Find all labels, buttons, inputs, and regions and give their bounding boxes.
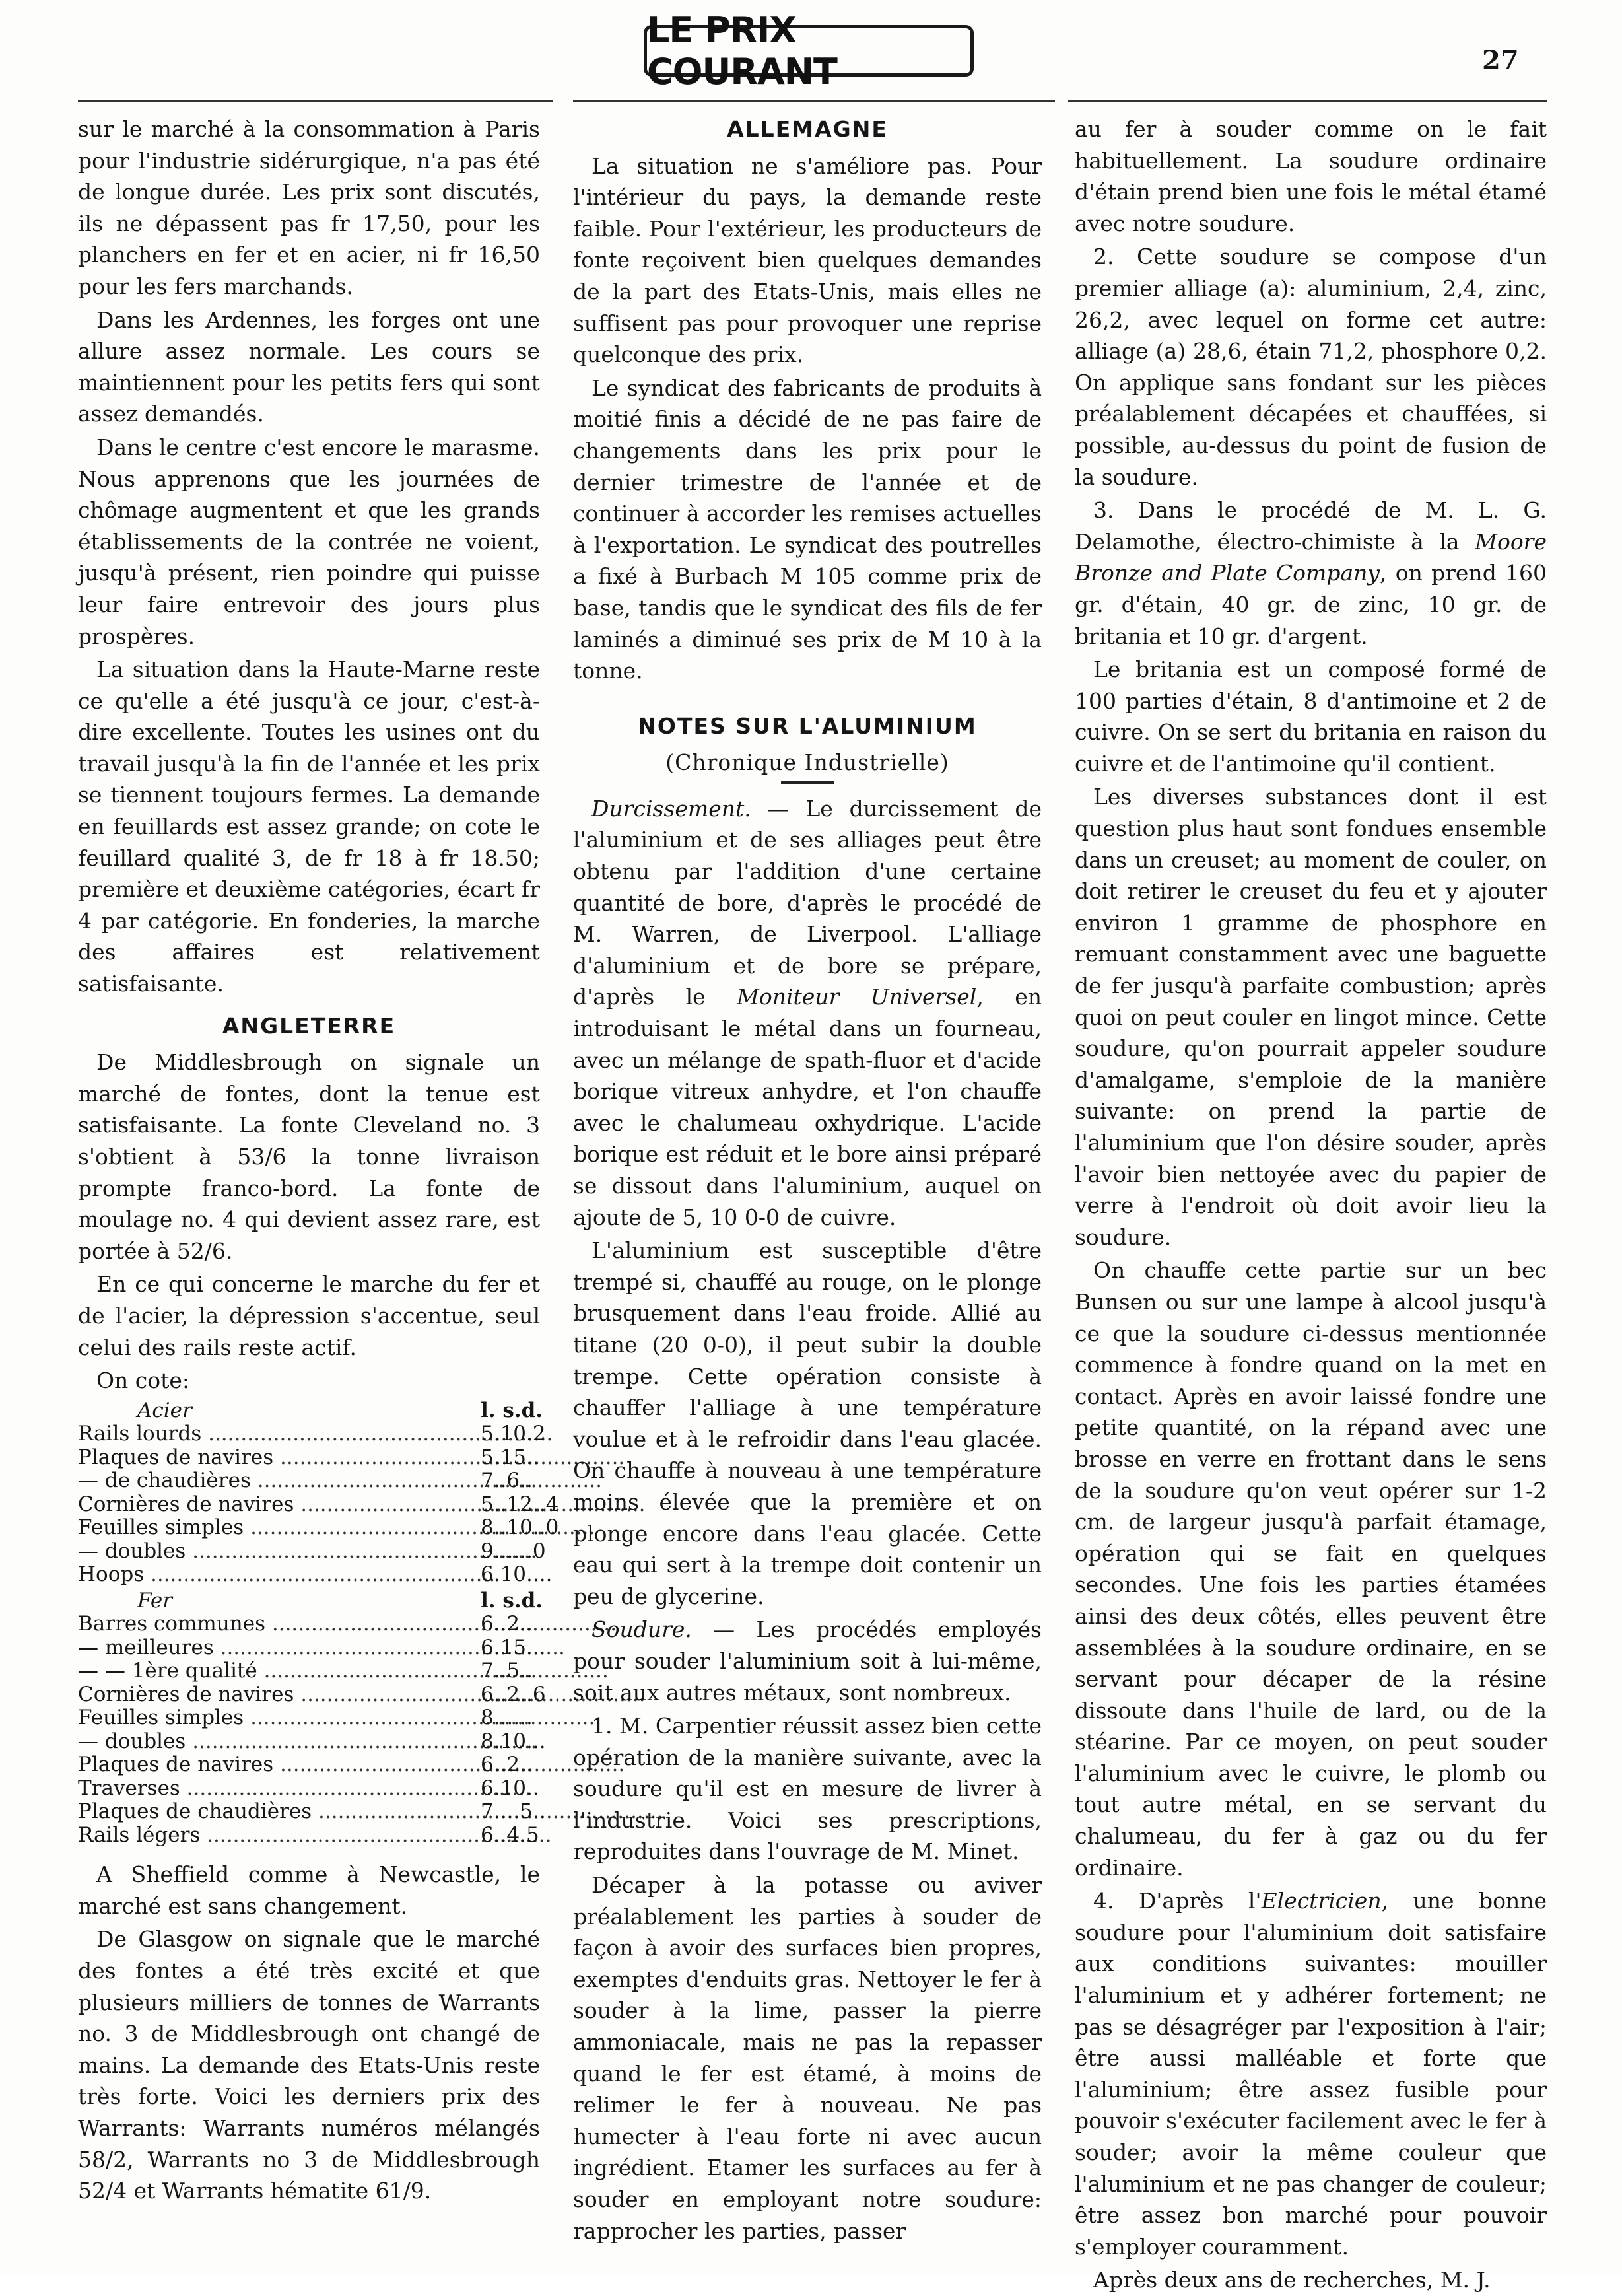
price-value: 6.10....	[481, 1562, 553, 1587]
text-run: , en introduisant le métal dans un fourneau, avec un mélange de spath-fluor et d'acide borique vitreux anhydre, et l'on chauffe avec le chalumeau oxhydrique. L'acide borique est réduit et le bore ainsi préparé se dissout dans l'aluminium, auquel on ajoute de 5, 10 0-0 de cuivre.	[573, 984, 1042, 1230]
col3-paragraph: 2. Cette soudure se compose d'un premier alliage (a): aluminium, 2,4, zinc, 26,2, avec lequel on forme cet autre: alliage (a) 28,6, étain 71,2, phosphore 0,2. On applique sans fondant sur les pièces préalablement décapées et chauffées, si possible, au-dessus du point de fusion de la soudure.	[1075, 244, 1547, 490]
price-label: — — 1ère qualité .....	[78, 1659, 609, 1683]
page-number: 27	[1482, 45, 1519, 76]
text-run: , une bonne soudure pour l'aluminium doit satisfaire aux conditions suivantes: mouiller l'aluminium et y adhérer fortement; ne pas se désagréger par l'exposition à l'air; être aussi malléable et forte que l'aluminium; être assez fusible pour pouvoir s'exécuter facilement avec le fer à souder; avoir la même couleur que l'aluminium et ne pas changer de couleur; être assez bon marché pour pouvoir s'employer couramment.	[1075, 1888, 1547, 2260]
cited-journal: Electricien	[1261, 1888, 1382, 1914]
price-row	[78, 1613, 558, 1636]
col1-paragraph: Dans le centre c'est encore le marasme. Nous apprenons que les journées de chômage augmentent et que les grands établissements de la contrée ne voient, jusqu'à présent, rien poindre qui puisse leur faire entrevoir des jours plus prospères.	[78, 434, 540, 649]
price-row	[78, 1446, 558, 1470]
price-label-cell	[78, 1824, 474, 1848]
price-label: Barres communes .....	[78, 1612, 617, 1636]
section-fer-title: Fer	[137, 1588, 172, 1613]
column-1	[78, 114, 559, 2207]
price-row	[78, 1422, 558, 1446]
price-table	[78, 1397, 558, 1848]
col3-paragraph: Après deux ans de recherches, M. J.	[1093, 2267, 1491, 2293]
price-label: — doubles .....	[78, 1729, 537, 1753]
col1-paragraph: En ce qui concerne le marche du fer et de l'acier, la dépression s'accentue, seul celui des rails reste actif.	[78, 1271, 540, 1360]
price-row	[78, 1683, 558, 1707]
price-value: 6..2..	[481, 1612, 533, 1636]
price-row	[78, 1800, 558, 1824]
col3-paragraph: On chauffe cette partie sur un bec Bunsen ou sur une lampe à alcool jusqu'à ce que la soudure ci-dessus mentionnée commence à fondre quand on la met en contact. Après en avoir laissé fondre une petite quantité, on la répand avec une brosse en verre en frottant dans le sens de la soudure qu'on veut opérer sur 1-2 cm. de largeur jusqu'à parfait étamage, opération qui se fait en quelques secondes. Une fois les parties étamées ainsi des deux côtés, elles peuvent être assemblées à la soudure ordinaire, en se servant pour décaper de la résine dissoute dans l'huile de lard, ou de la stéarine. Par ce moyen, on peut souder l'aluminium avec le cuivre, le plomb ou tout autre métal, en se servant du chalumeau, du fer à gaz ou du fer ordinaire.	[1075, 1257, 1547, 1881]
header-rule-right	[1068, 100, 1547, 102]
price-label-cell	[78, 1636, 474, 1660]
col2-paragraph-durcissement	[573, 793, 1042, 1233]
price-value: 7..5..	[481, 1659, 533, 1683]
price-label: Feuilles simples .....	[78, 1515, 595, 1539]
price-value: 6..2..	[481, 1753, 533, 1777]
price-label: — meilleures .....	[78, 1636, 565, 1659]
run-in-heading: Soudure.	[591, 1617, 692, 1643]
price-value: 5..12..4	[481, 1492, 559, 1516]
price-label-cell	[78, 1446, 474, 1470]
col2-paragraph: L'aluminium est susceptible d'être trempé si, chauffé au rouge, on le plonge brusquement dans l'eau froide. Allié au titane (20 0-0), il peut subir la double trempe. Cette opération consiste à chauffer l'alliage à une température voulue et à le refroidir dans l'eau glacée. On chauffe à nouveau à une température moins élevée que la première et on plonge encore dans l'eau glacée. Cette eau qui sert à la trempe doit contenir un peu de glycerine.	[573, 1237, 1042, 1609]
price-label: — de chaudières .....	[78, 1469, 602, 1492]
price-value: 6.10..	[481, 1776, 539, 1800]
col3-paragraph-electricien	[1075, 1885, 1547, 2262]
price-label: Cornières de navires .....	[78, 1683, 645, 1706]
short-divider	[781, 781, 834, 784]
price-label: Feuilles simples .....	[78, 1706, 595, 1729]
price-label-cell	[78, 1683, 474, 1707]
price-label-cell	[78, 1777, 474, 1801]
price-label: Rails légers .....	[78, 1823, 551, 1847]
price-row	[78, 1563, 558, 1587]
cited-company: Moore Bronze and Plate Company	[1075, 528, 1547, 586]
col2-paragraph: Décaper à la potasse ou aviver préalablement les parties à souder de façon à avoir des surfaces bien propres, exemptes d'enduits gras. Nettoyer le fer à souder à la lime, passer la pierre ammoniacale, mais ne pas la repasser quand le fer est étamé, à moins de relimer le fer à nouveau. Ne pas humecter à l'eau forte ni avec aucun ingrédient. Etamer les surfaces au fer à souder en employant notre soudure: rapprocher les parties, passer	[573, 1872, 1042, 2244]
price-value: 5.15..	[481, 1445, 539, 1469]
price-row	[78, 1730, 558, 1754]
column-2	[573, 114, 1042, 2246]
unit-label: l. s.d.	[481, 1588, 543, 1613]
price-label: — doubles .....	[78, 1539, 537, 1563]
price-label-cell	[78, 1563, 474, 1587]
price-value: 7....5..	[481, 1799, 546, 1824]
text-run: , on prend 160 gr. d'étain, 40 gr. de zinc, 10 gr. de britania et 10 gr. d'argent.	[1075, 560, 1547, 649]
price-section-fer	[78, 1587, 558, 1613]
col1-paragraph: sur le marché à la consommation à Paris pour l'industrie sidérurgique, n'a pas été de longue durée. Les prix sont discutés, ils ne dépassent pas fr 17,50, pour les planchers en fer et en acier, ni fr 16,50 pour les fers marchands.	[78, 116, 540, 299]
price-row	[78, 1493, 558, 1517]
price-label-cell	[78, 1730, 474, 1754]
col2-paragraph: 1. M. Carpentier réussit assez bien cette opération de la manière suivante, avec la soudure qu'il est en mesure de livrer à l'industrie. Voici ses prescriptions, reproduites dans l'ouvrage de M. Minet.	[573, 1713, 1042, 1865]
price-value: 6.15...	[481, 1635, 546, 1659]
col1-paragraph: A Sheffield comme à Newcastle, le marché est sans changement.	[78, 1861, 540, 1919]
price-row	[78, 1753, 558, 1777]
price-label: Hoops .....	[78, 1562, 495, 1586]
unit-label: l. s.d.	[481, 1398, 543, 1422]
col3-paragraph: au fer à souder comme on le fait habituellement. La soudure ordinaire d'étain prend bien une fois le métal étamé avec notre soudure.	[1075, 116, 1547, 236]
price-label: Plaques de navires .....	[78, 1445, 625, 1469]
price-label: Cornières de navires .....	[78, 1492, 645, 1516]
price-section-acier	[78, 1397, 558, 1423]
section-acier-title: Acier	[137, 1398, 192, 1422]
col1-paragraph: De Middlesbrough on signale un marché de fontes, dont la tenue est satisfaisante. La fonte Cleveland no. 3 s'obtient à 53/6 la tonne livraison prompte franco-bord. La fonte de moulage no. 4 qui devient assez rare, est portée à 52/6.	[78, 1049, 540, 1264]
price-row	[78, 1540, 558, 1564]
price-label-cell	[78, 1540, 474, 1564]
text-run: — Les procédés employés pour souder l'aluminium soit à lui-même, soit aux autres métaux, sont nombreux.	[573, 1617, 1042, 1706]
section-title-allemagne: ALLEMAGNE	[727, 116, 888, 142]
section-title-notes-aluminium: NOTES SUR L'ALUMINIUM	[638, 713, 977, 739]
price-label-cell	[78, 1659, 474, 1683]
price-row	[78, 1659, 558, 1683]
header-rule-middle	[573, 100, 1055, 102]
col2-paragraph-soudure	[573, 1614, 1042, 1708]
text-run: — Le durcissement de l'aluminium et de ses alliages peut être obtenu par l'addition d'une certaine quantité de bore, d'après le procédé de M. Warren, de Liverpool. L'alliage d'aluminium et de bore se prépare, d'après le	[573, 795, 1042, 1010]
price-label: Rails lourds .....	[78, 1422, 553, 1445]
section-subtitle: (Chronique Industrielle)	[665, 749, 949, 776]
col2-paragraph: La situation ne s'améliore pas. Pour l'intérieur du pays, la demande reste faible. Pour l'extérieur, les producteurs de fonte reçoivent bien quelques demandes de la part des Etats-Unis, mais elles ne suffisent pas pour provoquer une reprise quelconque des prix.	[573, 153, 1042, 368]
price-label-cell	[78, 1753, 474, 1777]
price-value: 9......0	[481, 1539, 546, 1563]
price-label: Plaques de navires .....	[78, 1753, 625, 1776]
col3-paragraph: Les diverses substances dont il est question plus haut sont fondues ensemble dans un creuset; au moment de couler, on doit retirer le creuset du feu et y ajouter environ 1 gramme de phosphore en remuant constamment avec une baguette de fer jusqu'à parfaite combustion; après quoi on peut couler en lingot mince. Cette soudure, qu'on pourrait appeler soudure d'amalgame, s'emploie de la manière suivante: on prend la partie de l'aluminium que l'on désire souder, après l'avoir bien nettoyée avec du papier de verre à l'endroit où doit avoir lieu la soudure.	[1075, 784, 1547, 1250]
price-label-cell	[78, 1493, 474, 1517]
run-in-heading: Durcissement.	[591, 795, 751, 821]
on-cote-label: On cote:	[96, 1368, 190, 1394]
price-value: 8..10..0	[481, 1515, 559, 1540]
price-row	[78, 1636, 558, 1660]
price-value: 8.10...	[481, 1729, 546, 1753]
col2-paragraph: Le syndicat des fabricants de produits à moitié finis a décidé de ne pas faire de changements dans les prix pour le dernier trimestre de l'année et de continuer à accorder les remises actuelles à l'exportation. Le syndicat des poutrelles a fixé à Burbach M 105 comme prix de base, tandis que le syndicat des fils de fer laminés a diminué ses prix de M 10 à la tonne.	[573, 374, 1042, 684]
price-value: 5.10.2	[481, 1422, 546, 1446]
price-value: 7..6..	[481, 1469, 533, 1493]
price-label: Plaques de chaudières .....	[78, 1799, 663, 1823]
price-label-cell	[78, 1613, 474, 1636]
price-row	[78, 1777, 558, 1801]
col1-paragraph: De Glasgow on signale que le marché des fontes a été très excité et que plusieurs milliers de tonnes de Warrants no. 3 de Middlesbrough ont changé de mains. La demande des Etats-Unis reste très forte. Voici les derniers prix des Warrants: Warrants numéros mélangés 58/2, Warrants no 3 de Middlesbrough 52/4 et Warrants hématite 61/9.	[78, 1926, 540, 2204]
price-label: Traverses .....	[78, 1776, 531, 1800]
col1-paragraph: La situation dans la Haute-Marne reste ce qu'elle a été jusqu'à ce jour, c'est-à-dire excellente. Toutes les usines ont du travail jusqu'à la fin de l'année et les prix se tiennent toujours fermes. La demande en feuillards est assez grande; on cote le feuillard qualité 3, de fr 18 à fr 18.50; première et deuxième catégories, écart fr 4 par catégorie. En fonderies, la marche des affaires est relativement satisfaisante.	[78, 656, 540, 997]
col3-paragraph: Le britania est un composé formé de 100 parties d'étain, 8 d'antimoine et 2 de cuivre. On se sert du britania en raison du cuivre et de l'antimoine qu'il contient.	[1075, 656, 1547, 777]
col1-paragraph: Dans les Ardennes, les forges ont une allure assez normale. Les cours se maintiennent pour les petits fers qui sont assez demandés.	[78, 306, 540, 427]
price-label-cell	[78, 1469, 474, 1493]
masthead-logo: LE PRIX COURANT	[644, 25, 974, 77]
price-label-cell	[78, 1800, 474, 1824]
price-value: 6..2..6	[481, 1682, 546, 1706]
price-label-cell	[78, 1706, 474, 1730]
price-label-cell	[78, 1422, 474, 1446]
text-run: 3. Dans le procédé de M. L. G. Delamothe, électro-chimiste à la	[1075, 497, 1547, 555]
price-row	[78, 1469, 558, 1493]
section-title-angleterre: ANGLETERRE	[222, 1012, 396, 1039]
cited-title: Moniteur Universel	[737, 984, 977, 1010]
price-label-cell	[78, 1516, 474, 1540]
text-run: 4. D'après l'	[1093, 1888, 1262, 1914]
price-value: 6..4.5	[481, 1823, 539, 1847]
price-row	[78, 1706, 558, 1730]
col3-paragraph-delamothe	[1075, 495, 1547, 652]
column-3	[1075, 114, 1547, 2296]
price-row	[78, 1824, 558, 1848]
header-rule-left	[78, 100, 553, 102]
price-value: 8......	[481, 1706, 533, 1730]
price-row	[78, 1516, 558, 1540]
